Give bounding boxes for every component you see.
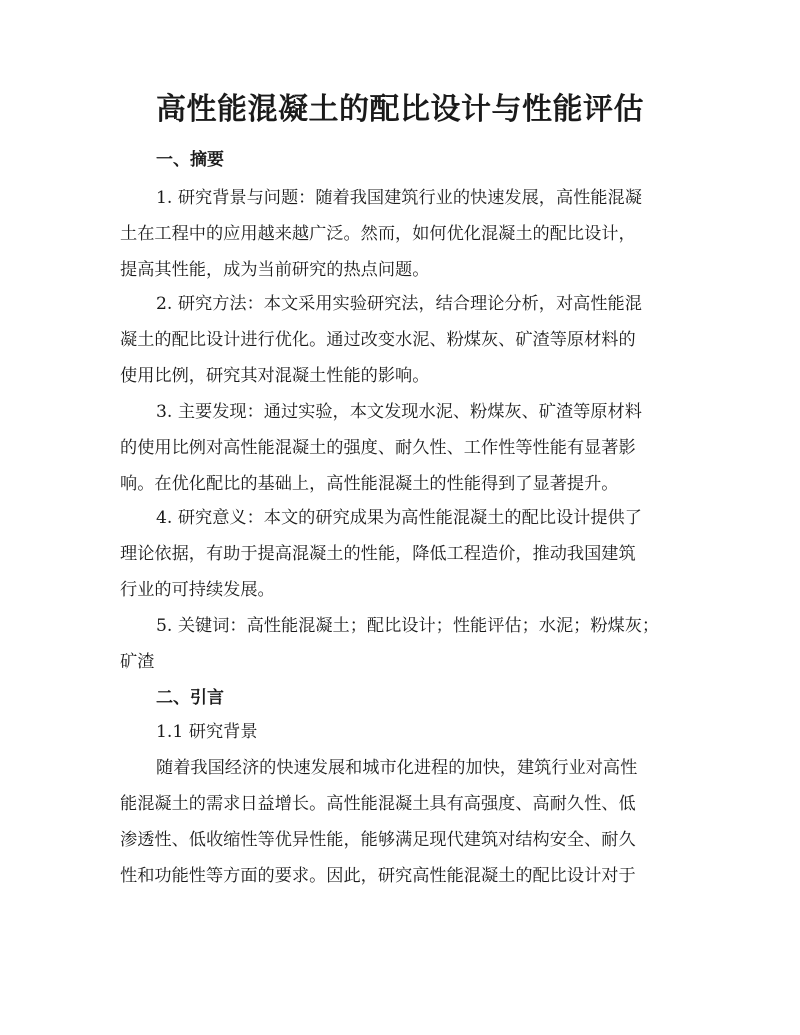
introduction-subheading: 1.1 研究背景 (156, 722, 258, 742)
text-line: 凝土的配比设计进行优化。通过改变水泥、粉煤灰、矿渣等原材料的 (120, 330, 636, 350)
abstract-heading: 一、摘要 (156, 150, 224, 170)
text-line: 提高其性能，成为当前研究的热点问题。 (120, 260, 430, 280)
abstract-item-4 (120, 500, 690, 608)
abstract-item-3 (120, 394, 690, 502)
text-line: 能混凝土的需求日益增长。高性能混凝土具有高强度、高耐久性、低 (120, 794, 636, 814)
text-line: 随着我国经济的快速发展和城市化进程的加快，建筑行业对高性 (156, 758, 638, 778)
text-line: 1. 研究背景与问题：随着我国建筑行业的快速发展，高性能混凝 (156, 188, 642, 208)
abstract-item-5-keywords (120, 608, 690, 680)
text-line: 行业的可持续发展。 (120, 580, 275, 600)
text-line: 响。在优化配比的基础上，高性能混凝土的性能得到了显著提升。 (120, 474, 619, 494)
text-line: 5. 关键词：高性能混凝土；配比设计；性能评估；水泥；粉煤灰； (156, 616, 660, 636)
text-line: 使用比例，研究其对混凝土性能的影响。 (120, 366, 430, 386)
text-line: 的使用比例对高性能混凝土的强度、耐久性、工作性等性能有显著影 (120, 438, 636, 458)
abstract-item-2 (120, 286, 690, 394)
introduction-paragraph (120, 750, 690, 894)
introduction-heading: 二、引言 (156, 688, 224, 708)
document-title: 高性能混凝土的配比设计与性能评估 (156, 92, 644, 127)
text-line: 2. 研究方法：本文采用实验研究法，结合理论分析，对高性能混 (156, 294, 642, 314)
abstract-item-1 (120, 180, 690, 288)
text-line: 4. 研究意义：本文的研究成果为高性能混凝土的配比设计提供了 (156, 508, 642, 528)
text-line: 性和功能性等方面的要求。因此，研究高性能混凝土的配比设计对于 (120, 866, 636, 886)
text-line: 矿渣 (120, 652, 155, 672)
text-line: 土在工程中的应用越来越广泛。然而，如何优化混凝土的配比设计， (120, 224, 636, 244)
text-line: 理论依据，有助于提高混凝土的性能，降低工程造价，推动我国建筑 (120, 544, 636, 564)
text-line: 渗透性、低收缩性等优异性能，能够满足现代建筑对结构安全、耐久 (120, 830, 636, 850)
text-line: 3. 主要发现：通过实验，本文发现水泥、粉煤灰、矿渣等原材料 (156, 402, 642, 422)
